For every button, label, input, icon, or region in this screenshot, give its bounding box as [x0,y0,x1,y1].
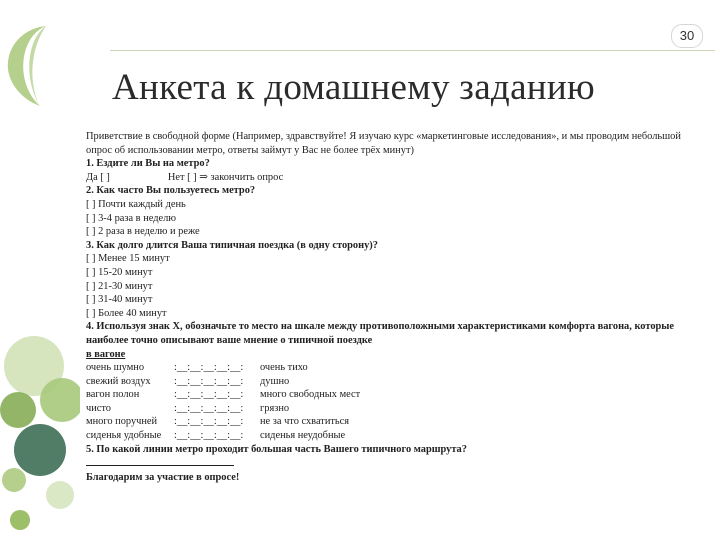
scale-right-label: очень тихо [260,362,308,374]
question-2-title: 2. Как часто Вы пользуетесь метро? [86,185,256,197]
scale-track: :__:__:__:__:__: [174,416,244,428]
answer-yes: Да [ ] [86,171,110,183]
scale-right-label: не за что схватиться [260,416,350,428]
scale-track: :__:__:__:__:__: [174,402,244,414]
question-3-option: [ ] 31-40 минут [86,294,153,306]
crescent-moon-icon [6,22,70,112]
question-2-option: [ ] Почти каждый день [86,198,186,210]
questionnaire-body [86,130,686,484]
title-divider [110,50,715,51]
scale-row [86,415,686,429]
question-3-option: [ ] 21-30 минут [86,280,153,292]
scale-row [86,429,686,443]
page-title: Анкета к домашнему заданию [112,67,595,108]
scale-left-label: свежий воздух [86,375,151,387]
scale-right-label: много свободных мест [260,389,361,401]
slide-number: 30 [671,24,703,48]
scale-track: :__:__:__:__:__: [174,362,244,374]
intro-text: Приветствие в свободной форме (Например, здравствуйте! Я изучаю курс «маркетинговые исследования», и мы проводим небольшой опрос об использовании метро, ответы займут у Вас не более трёх минут) [86,131,681,156]
scale-right-label: душно [260,375,290,387]
scale-right-label: сиденья неудобные [260,430,346,442]
question-3-option: [ ] 15-20 минут [86,266,153,278]
scale-left-label: очень шумно [86,362,145,374]
decorative-circles [0,330,80,540]
question-4-title: 4. Используя знак Х, обозначьте то место на шкале между противоположными характеристиками комфорта вагона, которые наиболее точно описывают ваше мнение о типичной поездке [86,321,675,346]
question-1-title: 1. Ездите ли Вы на метро? [86,158,210,170]
question-3-option: [ ] Менее 15 минут [86,253,170,265]
question-5-title: 5. По какой линии метро проходит большая часть Вашего типичного маршрута? [86,443,467,455]
scale-left-label: сиденья удобные [86,430,162,442]
answer-no: Нет [ ] ⇒ закончить опрос [167,171,284,183]
question-2-option: [ ] 3-4 раза в неделю [86,212,177,224]
question-1-answers [86,171,686,185]
scale-left-label: много поручней [86,416,158,428]
scale-row [86,402,686,416]
scale-row [86,388,686,402]
scale-right-label: грязно [260,402,290,414]
answer-blank [86,456,234,466]
question-2-option: [ ] 2 раза в неделю и реже [86,226,200,238]
scale-left-label: чисто [86,402,111,414]
answer-blank-line [86,456,686,471]
scale-row [86,361,686,375]
scale-row [86,375,686,389]
scale-track: :__:__:__:__:__: [174,389,244,401]
question-4-subtitle: в вагоне [86,348,126,360]
scale-track: :__:__:__:__:__: [174,430,244,442]
scale-left-label: вагон полон [86,389,140,401]
thanks-text: Благодарим за участие в опросе! [86,471,240,483]
question-3-option: [ ] Более 40 минут [86,307,167,319]
scale-track: :__:__:__:__:__: [174,375,244,387]
question-3-title: 3. Как долго длится Ваша типичная поездка (в одну сторону)? [86,239,378,251]
